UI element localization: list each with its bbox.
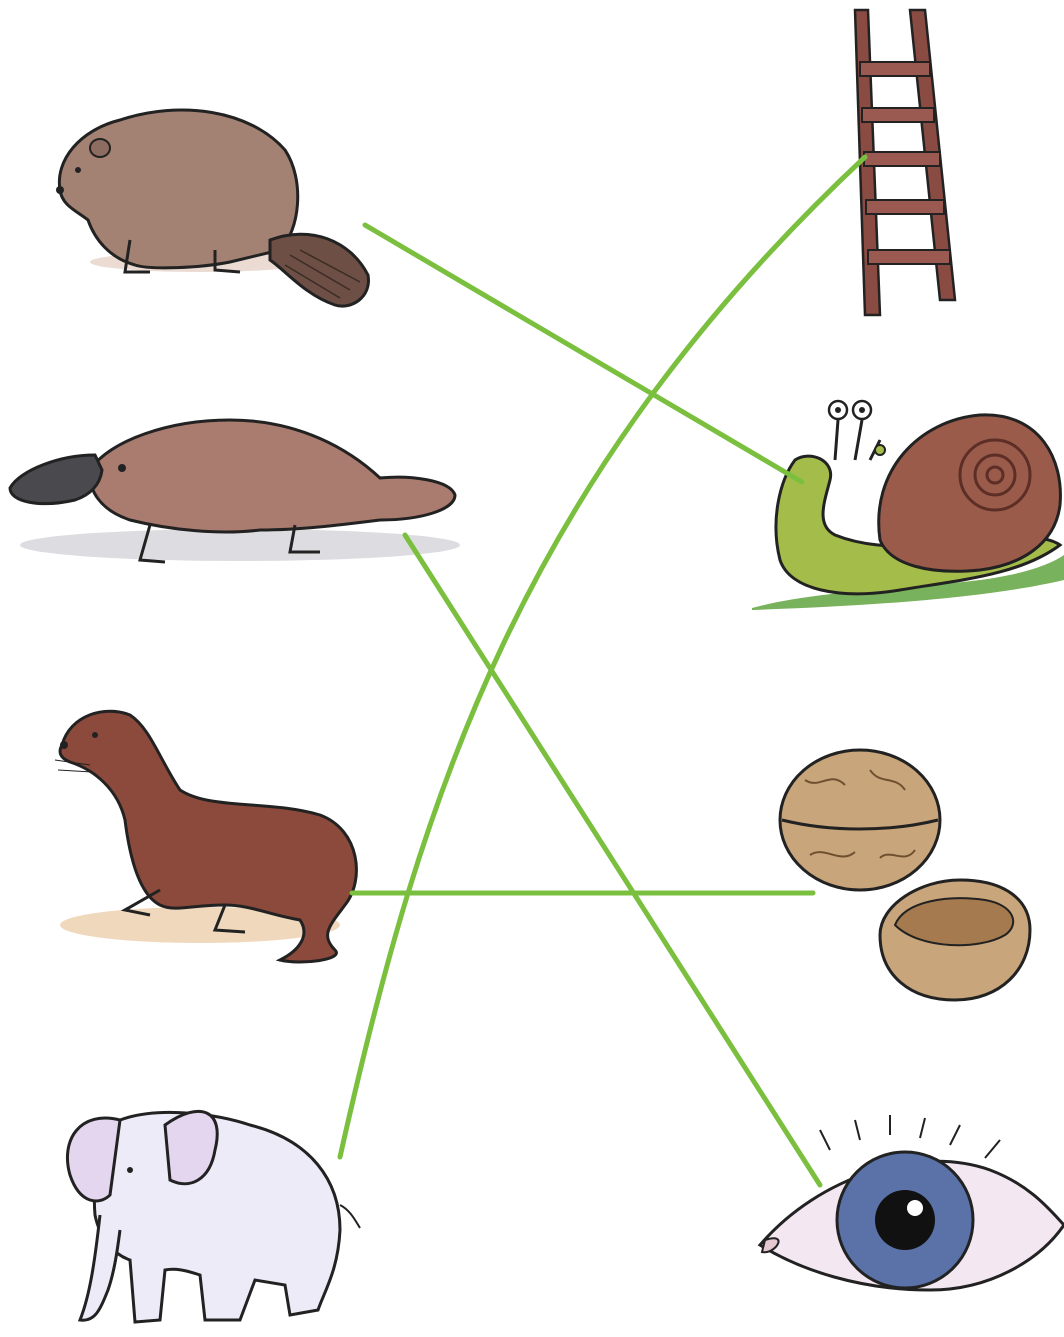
walnut-illustration[interactable] bbox=[780, 750, 1030, 1000]
snail-illustration[interactable] bbox=[752, 401, 1064, 610]
match-lines bbox=[340, 157, 865, 1185]
platypus-illustration[interactable] bbox=[10, 420, 460, 562]
match-line-platypus-eye[interactable] bbox=[405, 535, 820, 1185]
eye-illustration[interactable] bbox=[760, 1115, 1064, 1290]
ladder-illustration[interactable] bbox=[855, 10, 955, 315]
match-line-beaver-snail[interactable] bbox=[365, 225, 802, 482]
match-line-elephant-ladder[interactable] bbox=[340, 157, 865, 1157]
elephant-illustration[interactable] bbox=[67, 1111, 360, 1322]
otter-illustration[interactable] bbox=[55, 711, 356, 962]
beaver-illustration[interactable] bbox=[56, 110, 368, 306]
